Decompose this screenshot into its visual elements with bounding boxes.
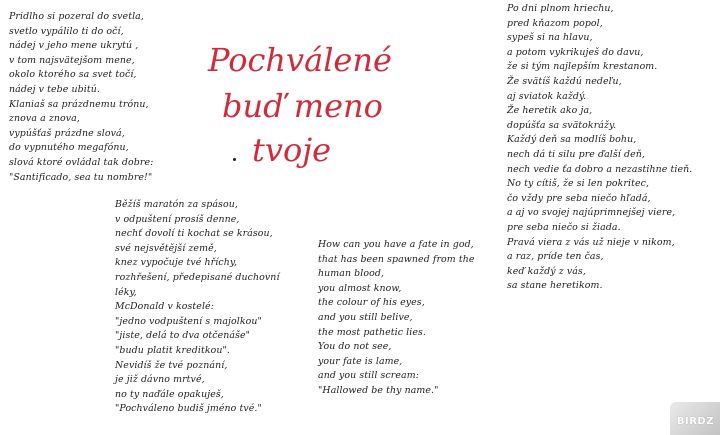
poem-line: slová ktoré ovládal tak dobre: [9,156,154,168]
poem-line: Po dni plnom hriechu, [507,3,614,14]
poem-line: "Pochváleno budiš jméno tvé." [115,403,262,415]
poem-line: nech vedie ťa dobro a nezastihne tieň. [507,163,693,175]
birdz-logo [670,402,720,435]
poem-line: Že svätíš každú nedeľu, [507,75,622,87]
poem-line: rozhřešení, předepisané duchovní [115,271,280,283]
poem-line: pred kňazom popol, [507,17,603,29]
poem-line: "jiste, delá to dva otčenáše" [115,330,251,342]
poem-line: "jedno vodpuštení s majolkou" [115,315,262,327]
poem-line: nádej v jeho mene ukrytú , [9,40,139,52]
poem-line: nechť dovolí ti kochat se krásou, [115,228,273,240]
poem-line: "Santificado, sea tu nombre!" [9,171,153,183]
poem-line: je již dávno mrtvé, [115,374,205,386]
poem-line: Klaniaš sa prázdnemu trónu, [9,98,149,110]
poem-line: a raz, príde ten čas, [507,251,604,263]
poem-line: v tom najsvätejšom mene, [9,54,135,66]
poem-line: dopúšťa sa svätokrážy. [507,119,617,131]
poem-line: You do not see, [318,341,392,353]
title-line-1: Pochválené [208,41,392,79]
poem-line: léky, [115,286,137,298]
poem-line: your fate is lame, [318,355,403,367]
poem-line: and you still scream: [318,370,419,382]
poem-line: čo vždy pre seba niečo hľadá, [507,192,651,204]
title-line-3: tvoje [252,131,332,169]
logo-text: BIRDZ [676,416,714,427]
poem-line: How can you have a fate in god, [318,239,474,250]
title-line-2: buď meno [222,87,383,125]
poem-line: nech dá ti silu pre ďalší deň, [507,148,645,160]
poem-line: Pridlho si pozeral do svetla, [9,11,144,22]
poem-line: okolo ktorého sa svet točí, [9,69,137,81]
poem-line: keď každý z vás, [507,265,586,277]
poem-line: své nejsvětější země, [115,242,217,254]
poem-slovak-right [507,2,692,294]
poem-line: a potom vykrikuješ do davu, [507,46,644,58]
poem-line: nádej v tebe ubitú. [9,83,100,95]
poem-line: Běžíš maratón za spásou, [115,199,238,210]
poem-line: sypeš si na hlavu, [507,32,593,44]
poem-line: aj sviatok každý. [507,90,587,102]
poem-czech [115,198,280,417]
poem-line: v odpuštení prosíš denne, [115,213,240,225]
poem-line: Že heretik ako ja, [507,105,593,117]
poem-line: knez vypočuje tvé hříchy, [115,257,238,269]
poem-line: svetlo vypálilo ti do očí, [9,25,124,37]
poem-line: "budu platit kreditkou". [115,344,231,356]
poem-line: you almost know, [318,282,402,294]
poem-slovak-left [9,10,153,185]
poem-line: že si tým najlepším krestanom. [507,61,658,73]
poem-line: vypúšťaš prázdne slová, [9,127,125,139]
poem-line: McDonald v kostelé: [115,301,214,313]
poem-line: the most pathetic lies. [318,326,427,338]
poem-line: a aj vo svojej najúprimnejšej viere, [507,207,676,219]
poem-line: the colour of his eyes, [318,297,425,309]
poem-line: that has been spawned from the [318,253,475,265]
poem-line: Pravá viera z vás už nieje v nikom, [507,236,675,248]
poem-english [318,238,475,399]
poem-line: no ty naďále opakuješ, [115,388,224,400]
stray-dot [233,158,236,161]
poem-line: Nevidíš že tvé poznání, [115,359,228,371]
poem-line: znova a znova, [9,113,80,125]
poem-line: "Hallowed be thy name." [318,384,439,396]
poem-line: pre seba niečo si žiada. [507,221,621,233]
poem-line: sa stane heretikom. [507,280,603,292]
poem-line: Každý deň sa modlíš bohu, [507,134,637,146]
poem-line: No ty cítiš, že si len pokritec, [507,178,650,190]
poem-line: and you still belive, [318,311,413,323]
poem-line: human blood, [318,268,385,280]
poem-line: do vypnutého megafónu, [9,142,129,154]
